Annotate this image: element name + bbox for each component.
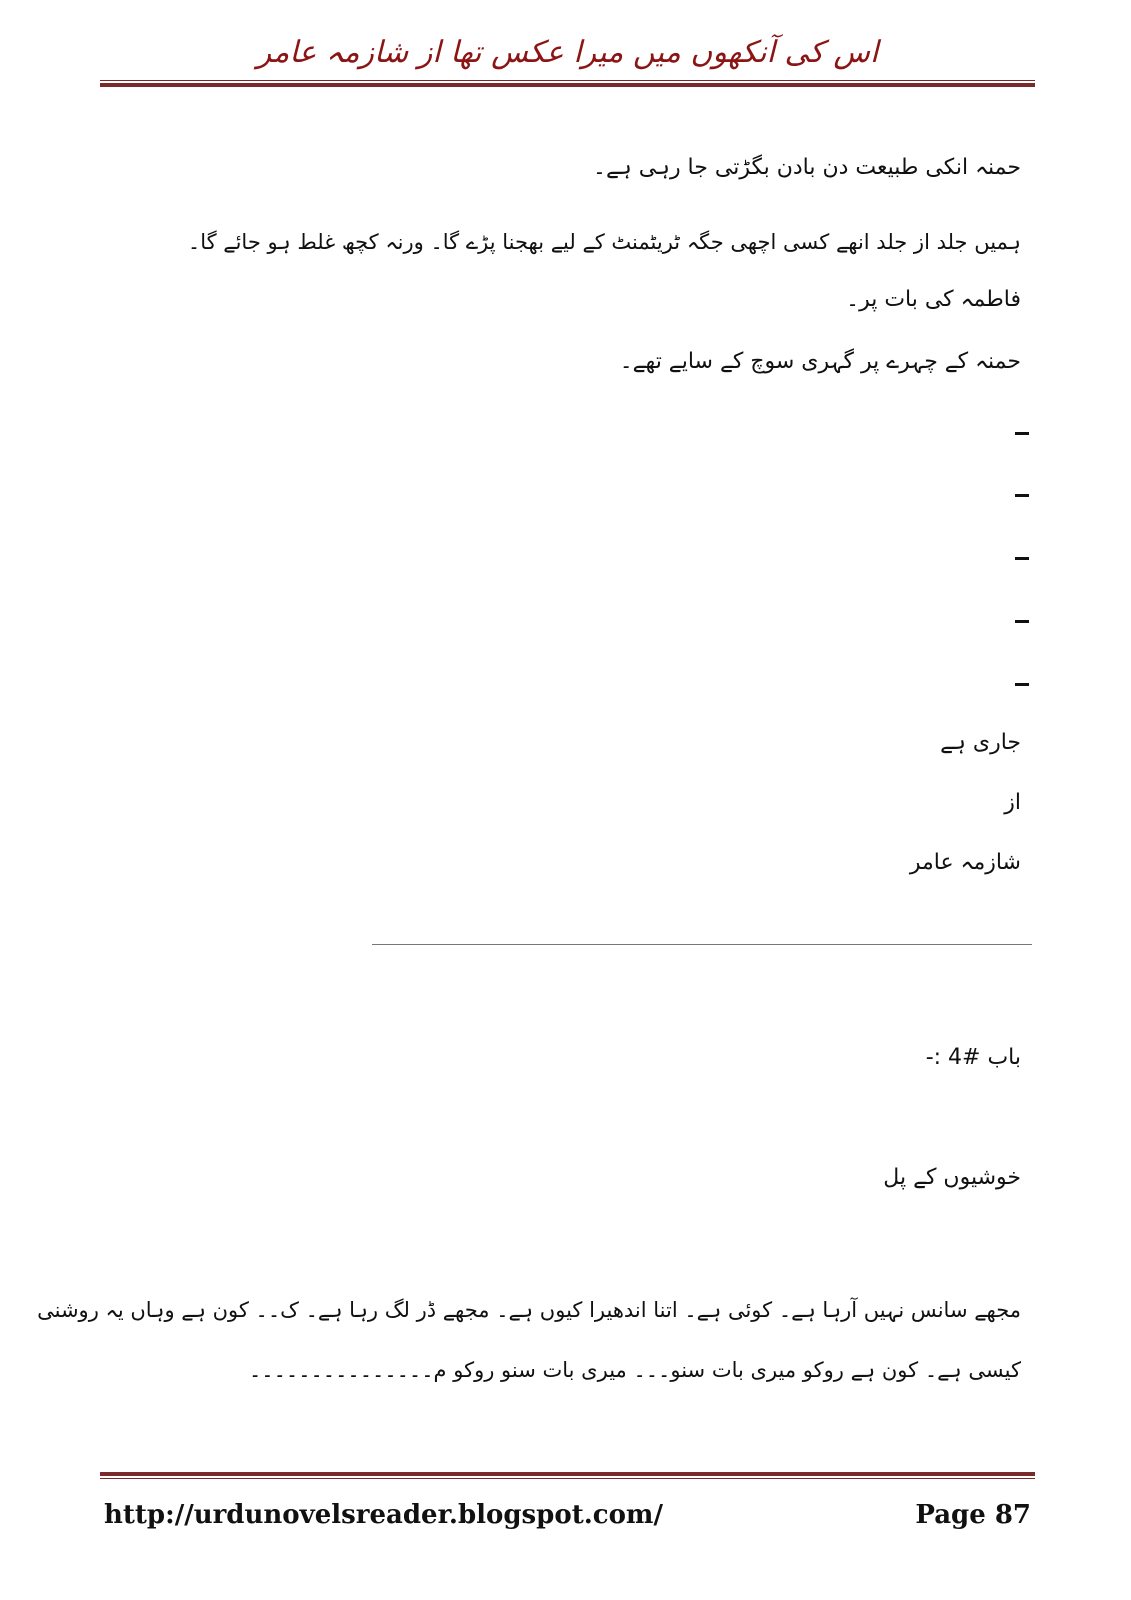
page-header-title: اس کی آنکھوں میں میرا عکس تھا از شازمہ عامر xyxy=(256,35,879,70)
paragraph-line-1: مجھے سانس نہیں آرہا ہے۔ کوئی ہے۔ اتنا اندھیرا کیوں ہے۔ مجھے ڈر لگ رہا ہے۔ ک۔۔ کون ہے وہاں یہ روشنی xyxy=(37,1298,1021,1322)
text-line-3: فاطمہ کی بات پر۔ xyxy=(846,287,1021,312)
dash-mark xyxy=(1015,683,1029,686)
section-separator xyxy=(372,944,1032,945)
by-label: از xyxy=(1004,790,1021,815)
dash-mark xyxy=(1015,620,1029,623)
dash-mark xyxy=(1015,432,1029,435)
chapter-title: خوشیوں کے پل xyxy=(883,1165,1021,1190)
dash-mark xyxy=(1015,557,1029,560)
text-line-4: حمنہ کے چہرے پر گہری سوچ کے سایے تھے۔ xyxy=(619,349,1021,374)
author-name: شازمہ عامر xyxy=(909,850,1021,875)
footer-url: http://urdunovelsreader.blogspot.com/ xyxy=(104,1500,663,1530)
dash-mark xyxy=(1015,494,1029,497)
header-rule-thin xyxy=(100,80,1035,81)
continued-label: جاری ہے xyxy=(940,730,1021,755)
footer-rule-thin xyxy=(100,1478,1035,1479)
footer-rule-thick xyxy=(100,1472,1035,1476)
page-number: Page 87 xyxy=(915,1500,1031,1530)
header-rule-thick xyxy=(100,83,1035,87)
paragraph-line-2: کیسی ہے۔ کون ہے روکو میری بات سنو۔۔۔ میری بات سنو روکو م۔۔۔۔۔۔۔۔۔۔۔۔۔۔۔ xyxy=(248,1358,1021,1382)
text-line-2: ہمیں جلد از جلد انھے کسی اچھی جگہ ٹریٹمنٹ کے لیے بھجنا پڑے گا۔ ورنہ کچھ غلط ہو جائے گا۔ xyxy=(187,230,1021,254)
chapter-heading: باب #4 :- xyxy=(925,1045,1021,1070)
text-line-1: حمنہ انکی طبیعت دن بادن بگڑتی جا رہی ہے۔ xyxy=(593,155,1021,180)
